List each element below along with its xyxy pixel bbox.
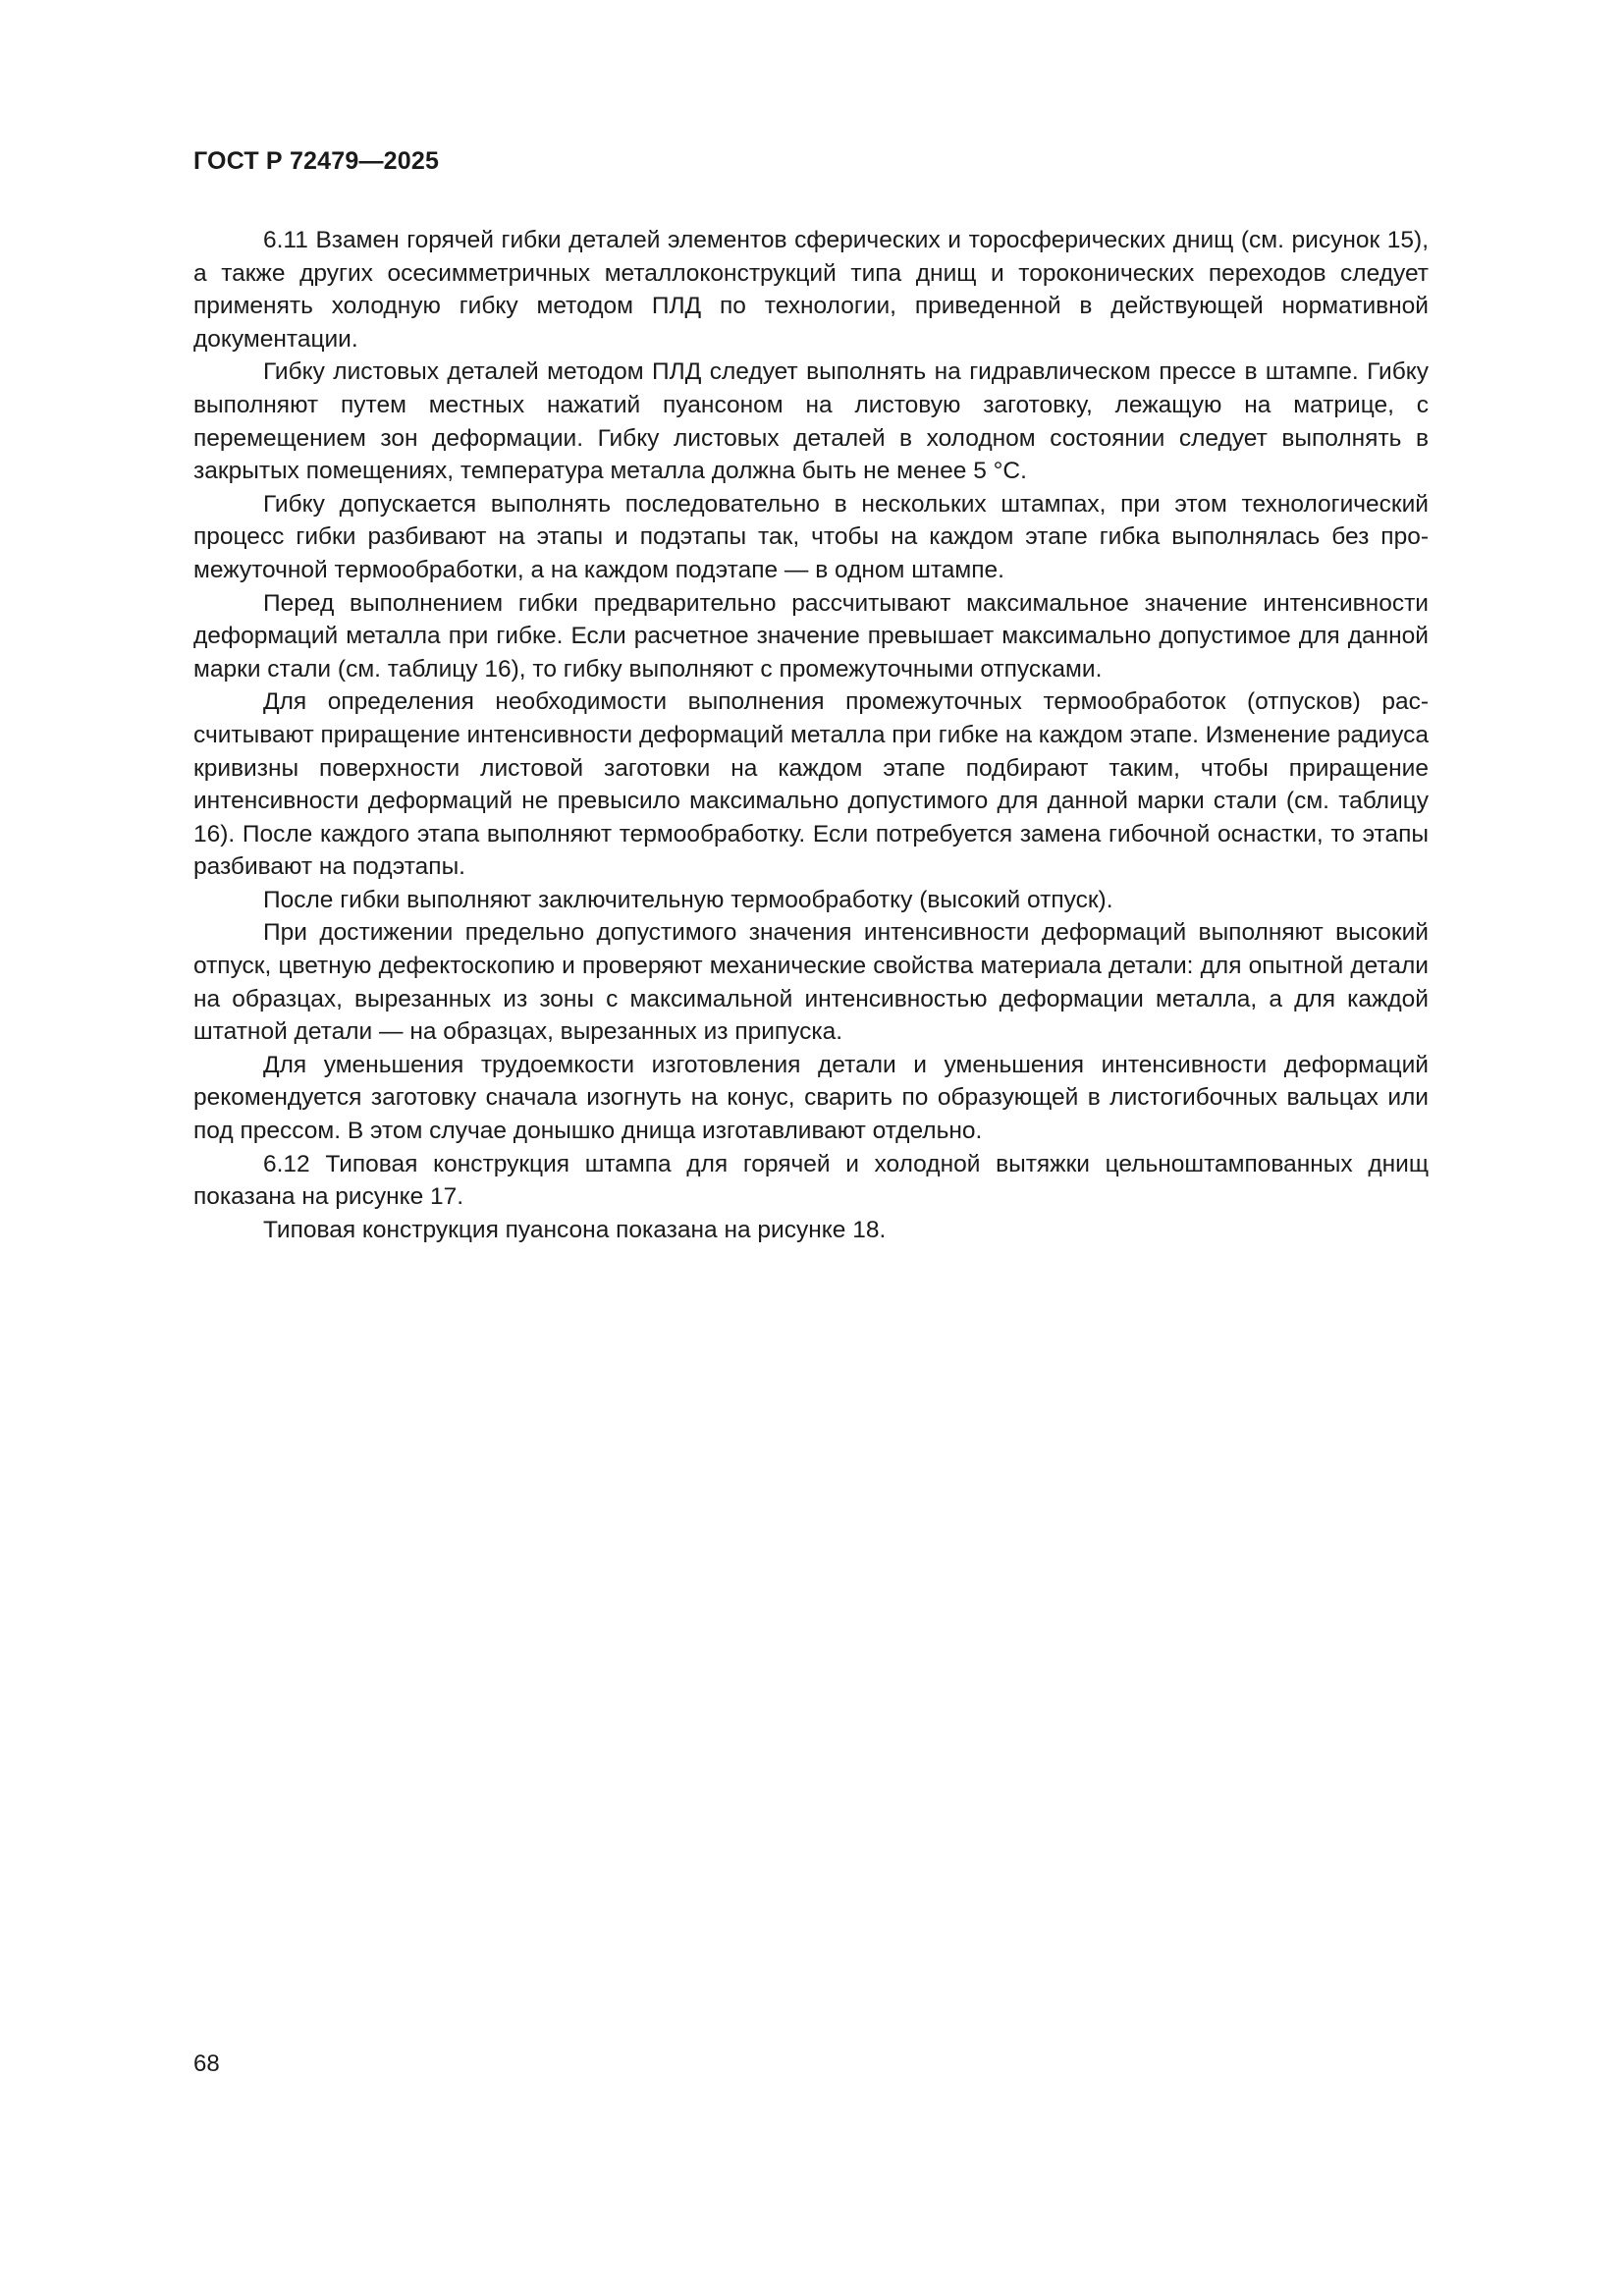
paragraph: При достижении предельно допустимого значения интенсивности деформаций выполняют высокий отпуск, цветную дефектоскопию и проверяют механические свойства материала детали: для опытной детали на образцах, вырезанных из зоны с максимальной интенсивностью деформации металла, а для каждой штатной детали — на образцах, вырезанных из припуска. [193, 919, 1429, 1046]
paragraph-6-12: 6.12 Типовая конструкция штампа для горячей и холодной вытяжки цельноштампованных днищ показана на рисунке 17. [193, 1150, 1429, 1211]
document-header: ГОСТ Р 72479—2025 [193, 147, 440, 175]
paragraph: Перед выполнением гибки предварительно рассчитывают максимальное значение интенсивности деформаций металла при гибке. Если расчетное значение превышает максимально допустимое для данной марки стали (см. таблицу 16), то гибку выполняют с промежуточными отпусками. [193, 589, 1429, 683]
paragraph: Для уменьшения трудоемкости изготовления детали и уменьшения интенсивности деформаций рекомендуется заготовку сначала изогнуть на конус, сварить по образующей в листогибочных вальцах или под прессом. В этом случае донышко днища изготавливают отдельно. [193, 1051, 1429, 1145]
paragraph: Гибку листовых деталей методом ПЛД следует выполнять на гидравлическом прессе в штампе. Гибку выполняют путем местных нажатий пуансоном на листовую заготовку, лежащую на матрице, с перемещением зон деформации. Гибку листовых деталей в холодном состоянии следует выполнять в закрытых помещениях, температура металла должна быть не менее 5 °С. [193, 358, 1429, 485]
paragraph: После гибки выполняют заключительную термообработку (высокий отпуск). [263, 886, 1113, 913]
paragraph: Гибку допускается выполнять последовательно в нескольких штампах, при этом технологический процесс гибки разбивают на этапы и подэтапы так, чтобы на каждом этапе гибка выполнялась без промежуточной термообработки, а на каждом подэтапе — в одном штампе. [193, 490, 1429, 583]
paragraph-6-11: 6.11 Взамен горячей гибки деталей элементов сферических и торосферических днищ (см. рисунок 15), а также других осесимметричных металлоконструкций типа днищ и тороконических переходов следует применять холодную гибку методом ПЛД по технологии, приведенной в действующей нормативной документации. [193, 227, 1429, 353]
paragraph: Для определения необходимости выполнения промежуточных термообработок (отпусков) рассчитывают приращение интенсивности деформаций металла при гибке на каждом этапе. Изменение радиуса кривизны поверхности листовой заготовки на каждом этапе подбирают таким, чтобы приращение интенсивности деформаций не превысило максимально допустимого для данной марки стали (см. таблицу 16). После каждого этапа выполняют термообработку. Если потребуется замена гибочной оснастки, то этапы разбивают на подэтапы. [193, 688, 1429, 881]
document-body [193, 224, 1429, 1246]
paragraph: Типовая конструкция пуансона показана на рисунке 18. [263, 1216, 887, 1243]
page-number: 68 [193, 2050, 220, 2077]
